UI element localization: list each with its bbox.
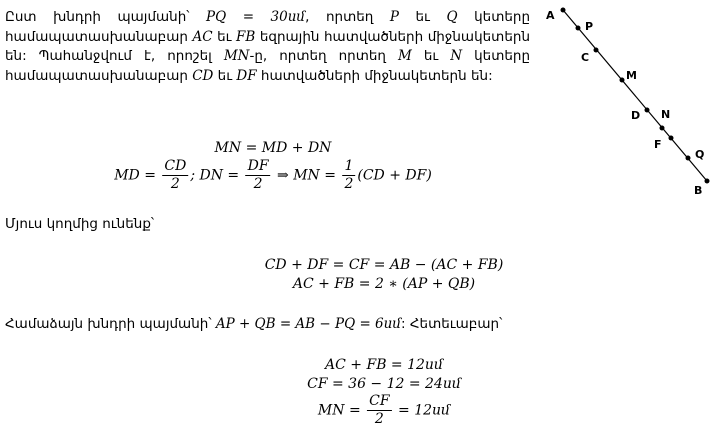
label-d: D [631, 109, 641, 122]
label-f: F [654, 138, 662, 151]
equation-ac-fb: AC + FB = 2 ∗ (AP + QB) [292, 276, 476, 292]
point-n-dot [660, 126, 665, 131]
point-c-dot [594, 48, 599, 53]
label-n: N [661, 108, 671, 121]
label-b: B [694, 184, 703, 197]
point-m-dot [620, 78, 625, 83]
fraction-denominator: 2 [374, 411, 384, 427]
point-q-dot [686, 156, 691, 161]
equation-mn-result [318, 393, 450, 428]
label-c: C [581, 51, 590, 64]
intro-text: կետերը համապատասխանաբար [5, 9, 531, 45]
point-d-dot [645, 108, 650, 113]
fraction-denominator: 2 [344, 176, 354, 192]
condition-prefix: Համաձայն խնդրի պայմանի՝ [5, 316, 216, 332]
middle-text: Մյուս կողմից ունենք՝ [5, 216, 155, 232]
intro-text: եւ [411, 48, 451, 64]
intro-paragraph [5, 8, 530, 86]
intro-text: եւ [213, 67, 237, 84]
pq-equation: PQ = 30սմ [206, 9, 306, 25]
fraction-numerator: CD [164, 158, 187, 174]
segment-cd: CD [192, 67, 214, 84]
fraction-df-2 [246, 158, 271, 193]
segment-ac: AC [192, 28, 213, 45]
condition-math: AP + QB = AB − PQ = 6սմ [215, 316, 402, 332]
point-a-dot [561, 8, 566, 13]
equation-cf: CF = 36 − 12 = 24սմ [307, 376, 461, 392]
fraction-numerator: DF [247, 158, 269, 174]
label-m: M [626, 69, 637, 82]
intro-text: կետերը համապատասխանաբար [5, 48, 531, 84]
segment-diagram [530, 0, 715, 210]
point-m: M [398, 48, 412, 64]
intro-text: -ը, որտեղ որտեղ [249, 48, 398, 64]
label-q: Q [695, 148, 705, 161]
point-p-dot [576, 26, 581, 31]
fraction-cf-2 [367, 393, 391, 428]
dn-label: ; DN = [190, 167, 240, 184]
segment-df: DF [236, 67, 257, 84]
equation-ac-fb-12: AC + FB = 12սմ [325, 357, 443, 373]
condition-suffix: : Հետեւաբար՝ [401, 316, 503, 332]
label-a: A [546, 9, 555, 22]
intro-text: Ըստ խնդրի պայմանի՝ [5, 9, 207, 25]
intro-text: , որտեղ [305, 9, 390, 25]
equation-mn-half [114, 158, 432, 193]
intro-text: եւ [212, 28, 237, 45]
point-n: N [450, 48, 463, 64]
fraction-cd-2 [162, 158, 188, 193]
point-q: Q [446, 9, 458, 25]
md-label: MD = [114, 167, 156, 184]
segment-mn: MN [223, 48, 250, 64]
fraction-1-2 [342, 158, 355, 193]
label-p: P [585, 20, 594, 33]
condition-line [5, 315, 502, 333]
intro-text: եզրային հատվածների միջնակետերն են: Պահանջվում է, որոշել [5, 28, 530, 64]
implies-mn: ⇒ MN = [277, 167, 336, 184]
equation-cd-df: CD + DF = CF = AB − (AC + FB) [264, 257, 504, 273]
fraction-numerator: CF [369, 393, 390, 409]
intro-text: հատվածների միջնակետերն են: [256, 67, 493, 84]
point-p: P [389, 9, 399, 25]
point-f-dot [669, 136, 674, 141]
segment-ab-line [563, 10, 707, 181]
point-b-dot [705, 179, 710, 184]
mn-result: = 12սմ [398, 402, 451, 419]
cd-plus-df: (CD + DF) [357, 167, 432, 184]
mn-label: MN = [317, 402, 361, 419]
equation-mn-sum: MN = MD + DN [214, 140, 332, 156]
fraction-denominator: 2 [253, 176, 263, 192]
fraction-denominator: 2 [170, 176, 180, 192]
intro-text: եւ [398, 9, 447, 25]
fraction-numerator: 1 [344, 158, 354, 174]
segment-fb: FB [236, 28, 256, 45]
